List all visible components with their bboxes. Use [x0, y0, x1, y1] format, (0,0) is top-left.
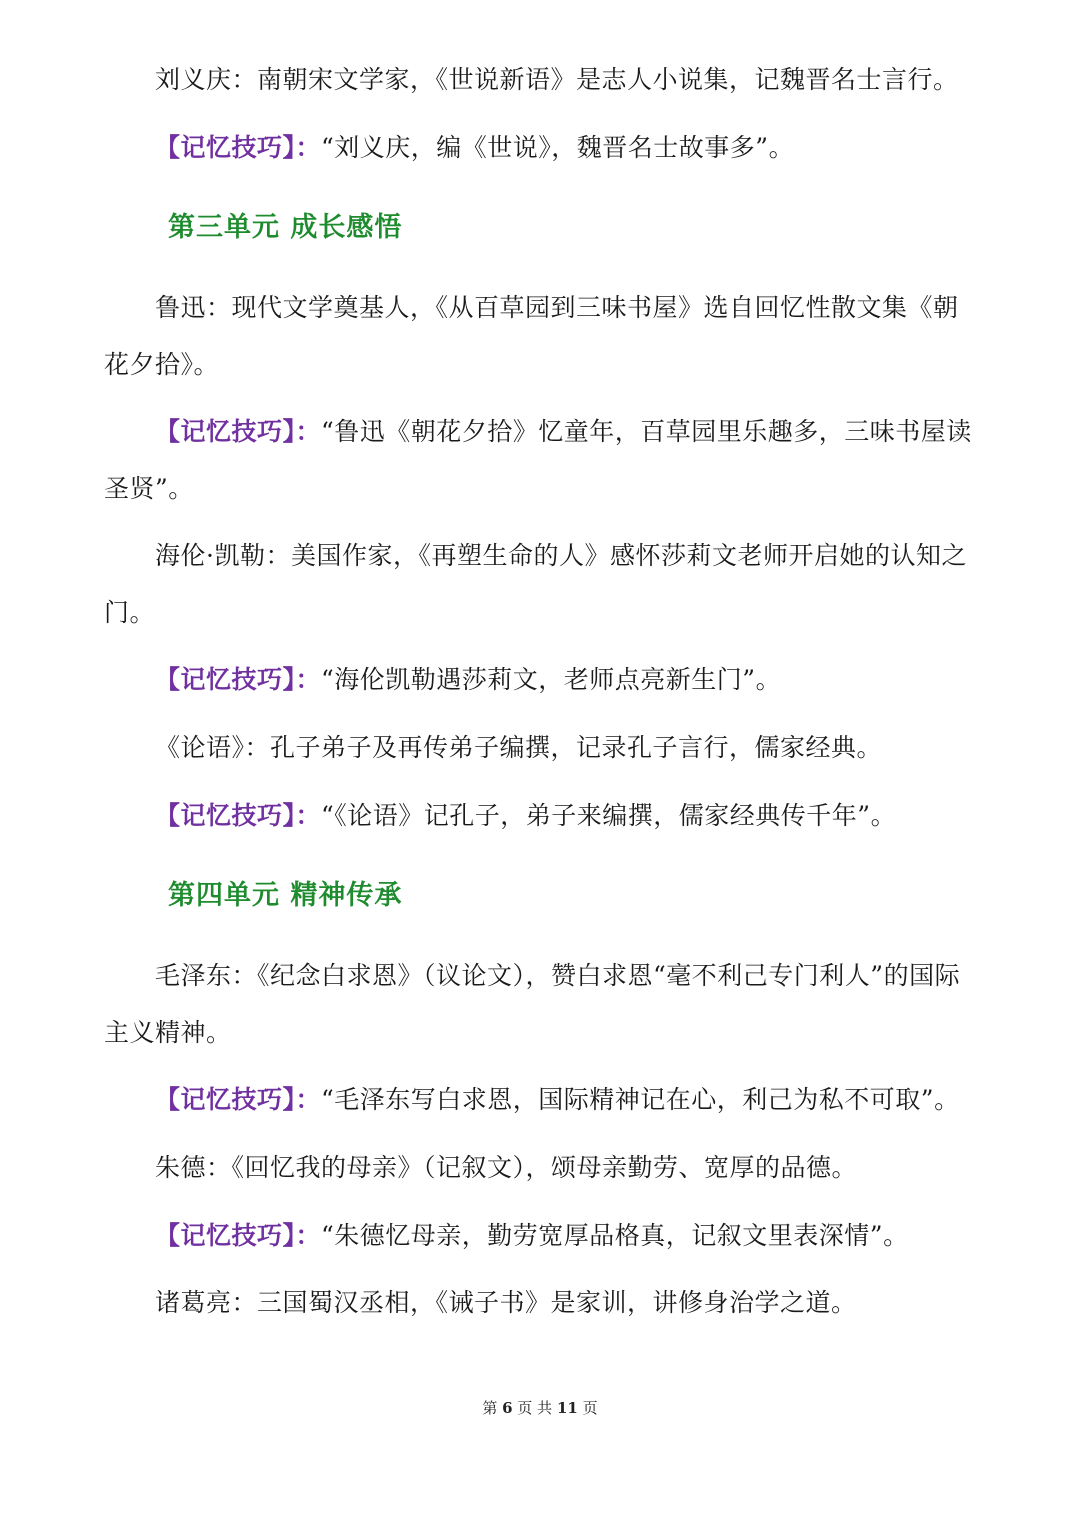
memory-tip-text: “刘义庆，编《世说》，魏晋名士故事多”。: [321, 133, 795, 162]
entry-lu-xun-line2: 花夕拾》。: [104, 350, 220, 379]
memory-tip-text: “鲁迅《朝花夕拾》忆童年，百草园里乐趣多，三味书屋读: [321, 417, 972, 446]
footer-suffix: 页: [582, 1399, 598, 1417]
footer-middle: 页 共: [517, 1399, 553, 1417]
unit-3-heading: 第三单元 成长感悟: [168, 212, 403, 243]
memory-tip-liu-yiqing: [155, 133, 985, 163]
memory-tip-text: “《论语》记孔子，弟子来编撰，儒家经典传千年”。: [321, 801, 897, 830]
footer-total-pages: 11: [556, 1399, 578, 1417]
memory-tip-mao-zedong: [155, 1085, 985, 1115]
unit-4-heading: 第四单元 精神传承: [168, 880, 403, 911]
entry-mao-zedong-line1: 毛泽东：《纪念白求恩》（议论文），赞白求恩“毫不利己专门利人”的国际: [155, 961, 961, 990]
memory-tip-lu-xun-line1: [155, 417, 985, 447]
entry-helen-keller-line2: 门。: [104, 598, 156, 627]
memory-tip-label: 【记忆技巧】：: [155, 133, 322, 162]
memory-tip-lunyu: [155, 801, 985, 831]
memory-tip-text: “海伦凯勒遇莎莉文，老师点亮新生门”。: [321, 665, 782, 694]
entry-liu-yiqing: 刘义庆：南朝宋文学家，《世说新语》是志人小说集，记魏晋名士言行。: [155, 65, 959, 94]
memory-tip-text: “朱德忆母亲，勤劳宽厚品格真，记叙文里表深情”。: [321, 1221, 909, 1250]
entry-helen-keller-line1: 海伦·凯勒：美国作家，《再塑生命的人》感怀莎莉文老师开启她的认知之: [155, 541, 967, 570]
memory-tip-label: 【记忆技巧】：: [155, 1221, 322, 1250]
memory-tip-label: 【记忆技巧】：: [155, 801, 322, 830]
footer-page-number: 6: [502, 1399, 513, 1417]
entry-zhuge-liang: 诸葛亮：三国蜀汉丞相，《诫子书》是家训，讲修身治学之道。: [155, 1288, 857, 1317]
memory-tip-label: 【记忆技巧】：: [155, 417, 322, 446]
entry-lu-xun-line1: 鲁迅：现代文学奠基人，《从百草园到三味书屋》选自回忆性散文集《朝: [155, 293, 959, 322]
memory-tip-text: “毛泽东写白求恩，国际精神记在心，利己为私不可取”。: [321, 1085, 960, 1114]
memory-tip-label: 【记忆技巧】：: [155, 665, 322, 694]
memory-tip-lu-xun-line2: 圣贤”。: [104, 474, 194, 503]
entry-zhu-de: 朱德：《回忆我的母亲》（记叙文），颂母亲勤劳、宽厚的品德。: [155, 1153, 858, 1182]
memory-tip-label: 【记忆技巧】：: [155, 1085, 322, 1114]
page-footer: [0, 1398, 1080, 1418]
footer-prefix: 第: [482, 1399, 498, 1417]
memory-tip-zhu-de: [155, 1221, 985, 1251]
entry-lunyu: 《论语》：孔子弟子及再传弟子编撰，记录孔子言行，儒家经典。: [155, 733, 883, 762]
memory-tip-helen-keller: [155, 665, 985, 695]
entry-mao-zedong-line2: 主义精神。: [104, 1018, 232, 1047]
